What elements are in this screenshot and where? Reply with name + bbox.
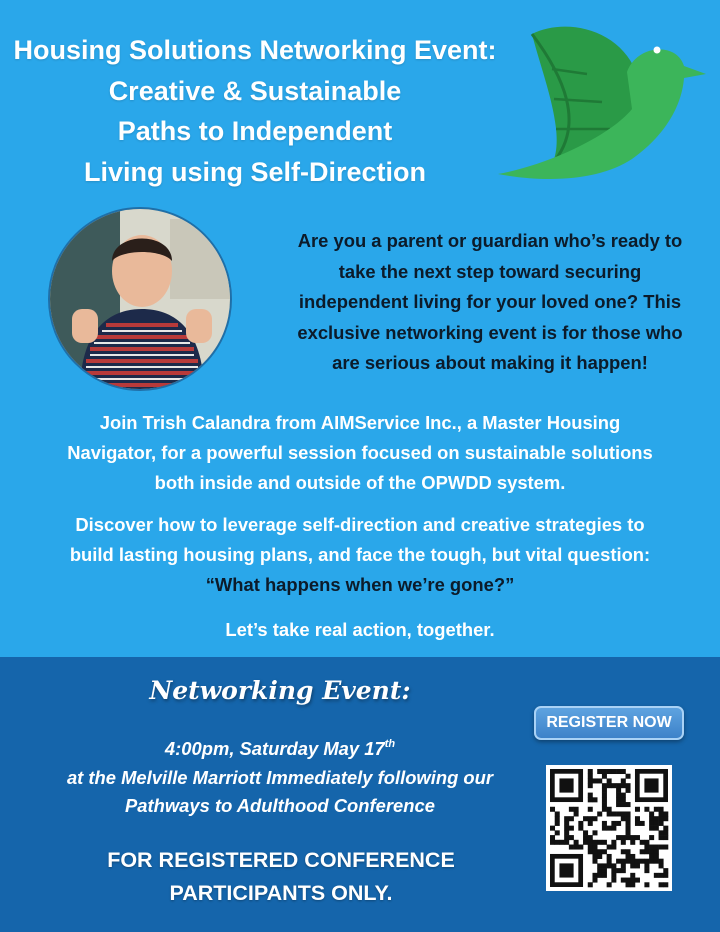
event-time-suffix: th (384, 738, 396, 750)
title-line: Creative & Sustainable (108, 75, 402, 106)
event-location-line: at the Melville Marriott Immediately following our (66, 766, 494, 788)
participants-note (0, 844, 562, 910)
event-heading: Networking Event: (149, 676, 411, 705)
intro-line: take the next step toward securing (338, 260, 642, 282)
note-line: FOR REGISTERED CONFERENCE (107, 848, 455, 872)
speaker-line: Navigator, for a powerful session focused on sustainable solutions (67, 442, 653, 463)
event-title (0, 30, 510, 192)
speaker-line: Join Trish Calandra from AIMService Inc., a Master Housing (99, 412, 621, 433)
title-line: Paths to Independent (117, 116, 393, 146)
leaf-bird-icon (492, 14, 708, 190)
intro-line: independent living for your loved one? This (298, 291, 682, 312)
title-line: Housing Solutions Networking Event: (13, 35, 497, 65)
intro-line: exclusive networking event is for those who (297, 321, 683, 343)
discover-line: Discover how to leverage self-direction and creative strategies to (75, 514, 645, 535)
speaker-line: both inside and outside of the OPWDD system. (154, 472, 566, 493)
discover-line: build lasting housing plans, and face the tough, but vital question: (69, 544, 651, 565)
discover-paragraph (20, 510, 700, 600)
register-now-button[interactable]: REGISTER NOW (534, 706, 684, 740)
event-details (0, 730, 560, 821)
intro-paragraph (282, 226, 698, 379)
event-location-line: Pathways to Adulthood Conference (125, 795, 435, 816)
intro-line: Are you a parent or guardian who’s ready to (297, 230, 683, 251)
title-line: Living using Self-Direction (83, 156, 427, 187)
speaker-paragraph (20, 408, 700, 498)
action-line: Let’s take real action, together. (225, 619, 495, 640)
note-line: PARTICIPANTS ONLY. (169, 881, 393, 905)
event-time: 4:00pm, Saturday May 17 (164, 738, 385, 759)
key-question: “What happens when we’re gone?” (205, 574, 515, 595)
intro-line: are serious about making it happen! (332, 352, 648, 373)
speaker-photo (48, 207, 232, 391)
qr-code[interactable] (546, 765, 672, 891)
